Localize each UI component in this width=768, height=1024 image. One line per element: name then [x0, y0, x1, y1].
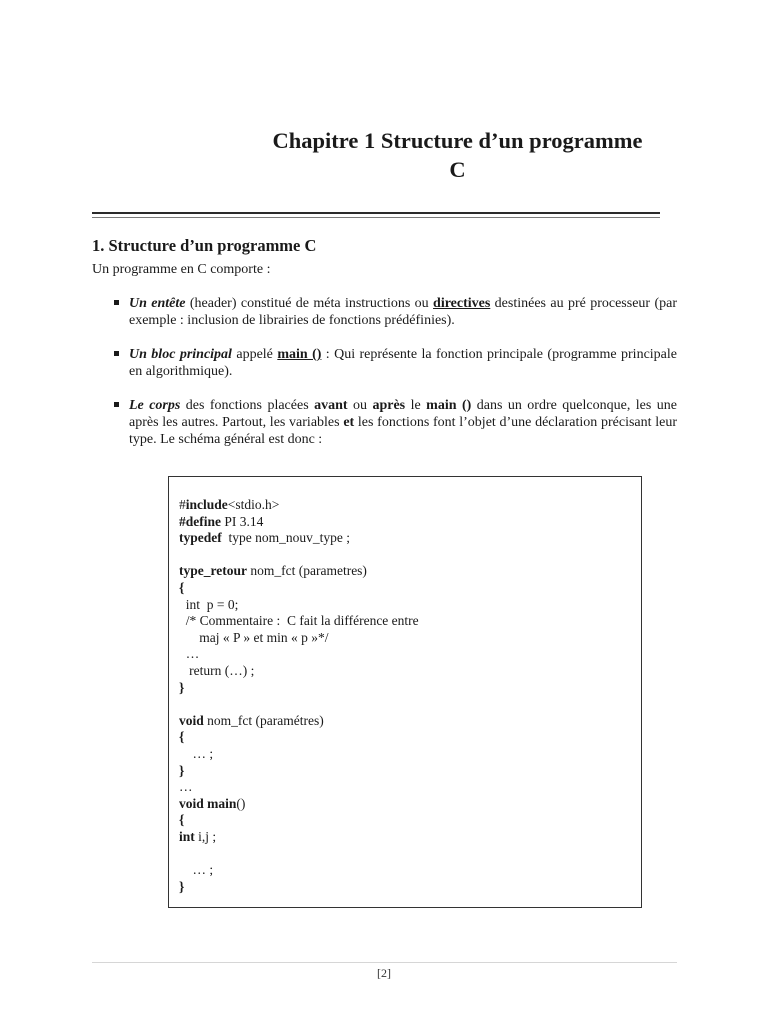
bullet-keyword: main ()	[277, 347, 322, 362]
code-text: nom_fct (paramétres)	[203, 712, 324, 728]
bullet-text: ou	[347, 398, 373, 413]
code-line: {	[179, 729, 185, 745]
code-line	[179, 563, 641, 580]
section-intro: Un programme en C comporte :	[92, 262, 271, 277]
code-line	[179, 514, 641, 531]
code-line: … ;	[179, 745, 214, 761]
square-bullet-icon	[114, 402, 119, 407]
code-line: }	[179, 878, 185, 894]
code-text: nom_fct (parametres)	[246, 563, 367, 579]
code-blank-line	[179, 696, 641, 713]
code-example-box	[168, 476, 642, 908]
code-line: {	[179, 812, 185, 828]
code-text: i,j ;	[194, 828, 217, 844]
code-line: }	[179, 762, 185, 778]
code-keyword: include	[185, 497, 228, 512]
code-line: {	[179, 579, 185, 595]
code-text: PI 3.14	[221, 513, 264, 529]
title-rule-thin	[92, 217, 660, 218]
code-line	[179, 530, 641, 547]
code-line: return (…) ;	[179, 662, 255, 678]
code-text: #	[179, 497, 186, 512]
bullet-term: Un entête	[129, 296, 186, 311]
code-blank-line	[179, 547, 641, 564]
title-rule-thick	[92, 212, 660, 214]
bullet-text: : Qui représente la fonction principale (programme principale en algorithmique).	[129, 347, 677, 379]
bullet-list	[92, 295, 677, 448]
bullet-term: Un bloc principal	[129, 347, 232, 362]
code-line: /* Commentaire : C fait la différence entre	[179, 613, 419, 629]
bullet-keyword: directives	[433, 296, 491, 311]
code-line: maj « P » et min « p »*/	[179, 629, 329, 645]
bullet-keyword: et	[343, 415, 355, 430]
bullet-keyword: main ()	[426, 398, 472, 413]
code-keyword: void	[179, 712, 204, 728]
code-line	[179, 796, 641, 813]
code-keyword: void main	[179, 795, 237, 811]
bullet-item-header	[92, 295, 677, 329]
code-line: …	[179, 779, 193, 795]
bullet-text: des fonctions placées	[180, 398, 315, 413]
code-line: int p = 0;	[179, 596, 239, 612]
code-line: … ;	[179, 862, 214, 878]
bullet-text: (header) constitué de méta instructions ou	[185, 296, 434, 311]
footer-rule	[92, 962, 677, 963]
bullet-text: destinées au pré processeur (par exemple : inclusion de librairies de fonctions prédéfinies).	[129, 296, 677, 328]
code-text: type nom_nouv_type ;	[221, 530, 350, 546]
chapter-title-line-1: Chapitre 1 Structure d’un programme	[272, 128, 643, 153]
chapter-title-line-2: C	[449, 157, 466, 182]
code-line	[179, 713, 641, 730]
bullet-text: dans un ordre quelconque, les une après les autres. Partout, les variables	[129, 398, 677, 430]
bullet-item-main-block	[92, 346, 677, 380]
bullet-keyword: avant	[314, 398, 348, 413]
code-keyword: type_retour	[179, 563, 247, 579]
code-text: <stdio.h>	[227, 497, 280, 512]
code-line: }	[179, 679, 185, 695]
page-number: [2]	[377, 966, 391, 980]
code-blank-line	[179, 845, 641, 862]
code-keyword: int	[179, 828, 195, 844]
bullet-text: appelé	[231, 347, 278, 362]
code-line: …	[179, 646, 200, 662]
bullet-text: le	[405, 398, 427, 413]
chapter-title	[230, 126, 685, 184]
code-line	[179, 497, 641, 514]
code-keyword: typedef	[179, 530, 222, 546]
code-text: ()	[236, 795, 246, 811]
bullet-keyword: après	[372, 398, 406, 413]
section-title: 1. Structure d’un programme C	[92, 236, 317, 255]
code-keyword: #define	[179, 513, 221, 529]
code-line	[179, 829, 641, 846]
bullet-text: les fonctions font l’objet d’une déclaration précisant leur type. Le schéma général est donc :	[129, 415, 677, 447]
square-bullet-icon	[114, 351, 119, 356]
bullet-term: Le corps	[129, 398, 181, 413]
square-bullet-icon	[114, 300, 119, 305]
bullet-item-body	[92, 397, 677, 448]
